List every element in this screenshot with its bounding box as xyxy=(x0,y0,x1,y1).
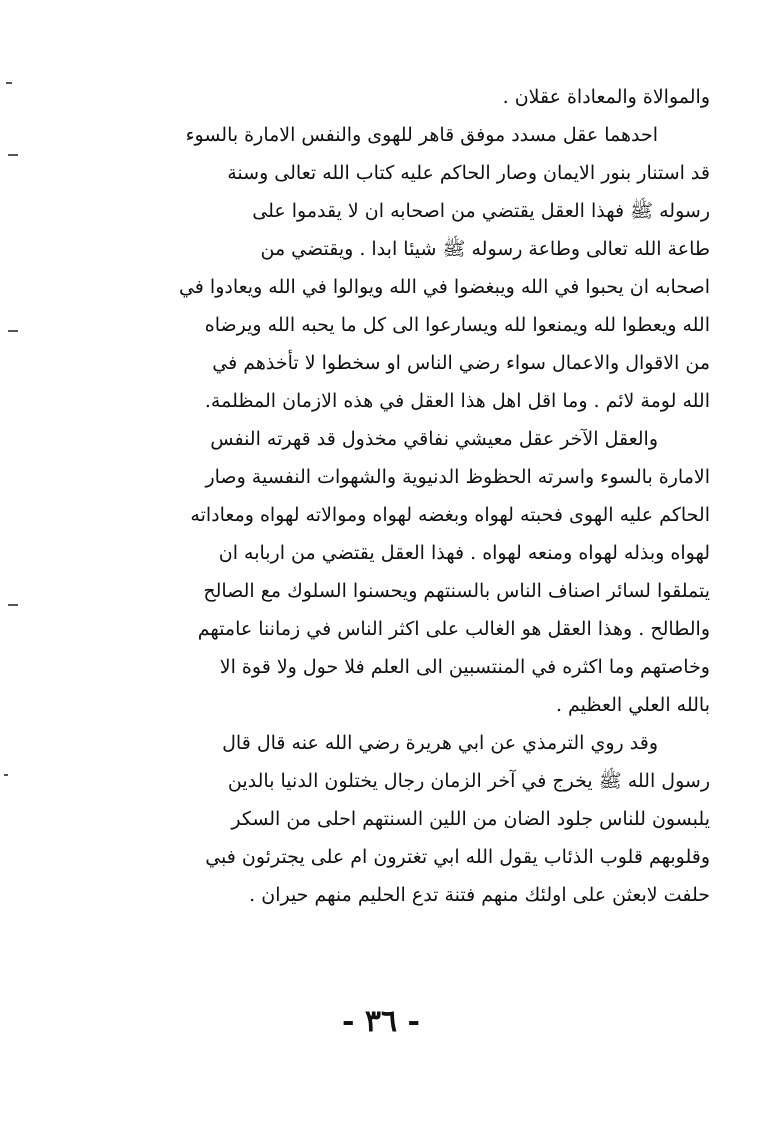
margin-mark xyxy=(8,330,18,332)
text-line: الامارة بالسوء واسرته الحظوظ الدنيوية والشهوات النفسية وصار xyxy=(205,466,710,488)
text-line: حلفت لابعثن على اولئك منهم فتنة تدع الحليم منهم حيران . xyxy=(249,884,710,906)
text-line: وخاصتهم وما اكثره في المنتسبين الى العلم فلا حول ولا قوة الا xyxy=(219,656,710,678)
text-line: بالله العلي العظيم . xyxy=(555,694,710,716)
text-line: رسول الله ﷺ يخرج في آخر الزمان رجال يختلون الدنيا بالدين xyxy=(227,770,710,792)
text-line: قد استنار بنور الايمان وصار الحاكم عليه كتاب الله تعالى وسنة xyxy=(227,162,710,184)
text-line: الله لومة لائم . وما اقل اهل هذا العقل في هذه الازمان المظلمة. xyxy=(204,390,710,412)
paragraph-start-line: والعقل الآخر عقل معيشي نفاقي مخذول قد قهرته النفس xyxy=(210,428,658,450)
text-line: اصحابه ان يحبوا في الله ويبغضوا في الله ويوالوا في الله ويعادوا في xyxy=(178,276,710,298)
text-line: من الاقوال والاعمال سواء رضي الناس او سخطوا لا تأخذهم في xyxy=(212,352,710,374)
margin-mark xyxy=(4,774,8,776)
text-line: وقلوبهم قلوب الذئاب يقول الله ابي تغترون ام على يجترئون فبي xyxy=(205,846,710,868)
text-line: الحاكم عليه الهوى فحبته لهواه وبغضه لهواه وموالاته لهواه ومعاداته xyxy=(190,504,710,526)
margin-mark xyxy=(8,154,18,156)
text-line: يلبسون للناس جلود الضان من اللين السنتهم احلى من السكر xyxy=(231,808,710,830)
paragraph-start-line: وقد روي الترمذي عن ابي هريرة رضي الله عنه قال قال xyxy=(222,732,658,754)
text-line: لهواه وبذله لهواه ومنعه لهواه . فهذا العقل يقتضي من اربابه ان xyxy=(218,542,710,564)
page-number: - ٣٦ - xyxy=(341,1004,421,1039)
text-line: الله ويعطوا لله ويمنعوا لله ويسارعوا الى كل ما يحبه الله ويرضاه xyxy=(204,314,710,336)
paragraph-start-line: احدهما عقل مسدد موفق قاهر للهوى والنفس الامارة بالسوء xyxy=(185,124,658,146)
text-line: طاعة الله تعالى وطاعة رسوله ﷺ شيئا ابدا . ويقتضي من xyxy=(260,238,710,260)
margin-mark xyxy=(6,82,12,84)
text-line: والموالاة والمعاداة عقلان . xyxy=(502,86,710,108)
text-line: رسوله ﷺ فهذا العقل يقتضي من اصحابه ان لا يقدموا على xyxy=(252,200,710,222)
body-text xyxy=(62,78,710,914)
margin-mark xyxy=(8,604,18,606)
text-line: يتملقوا لسائر اصناف الناس بالسنتهم ويحسنوا السلوك مع الصالح xyxy=(203,580,710,602)
text-line: والطالح . وهذا العقل هو الغالب على اكثر الناس في زماننا عامتهم xyxy=(197,618,710,640)
